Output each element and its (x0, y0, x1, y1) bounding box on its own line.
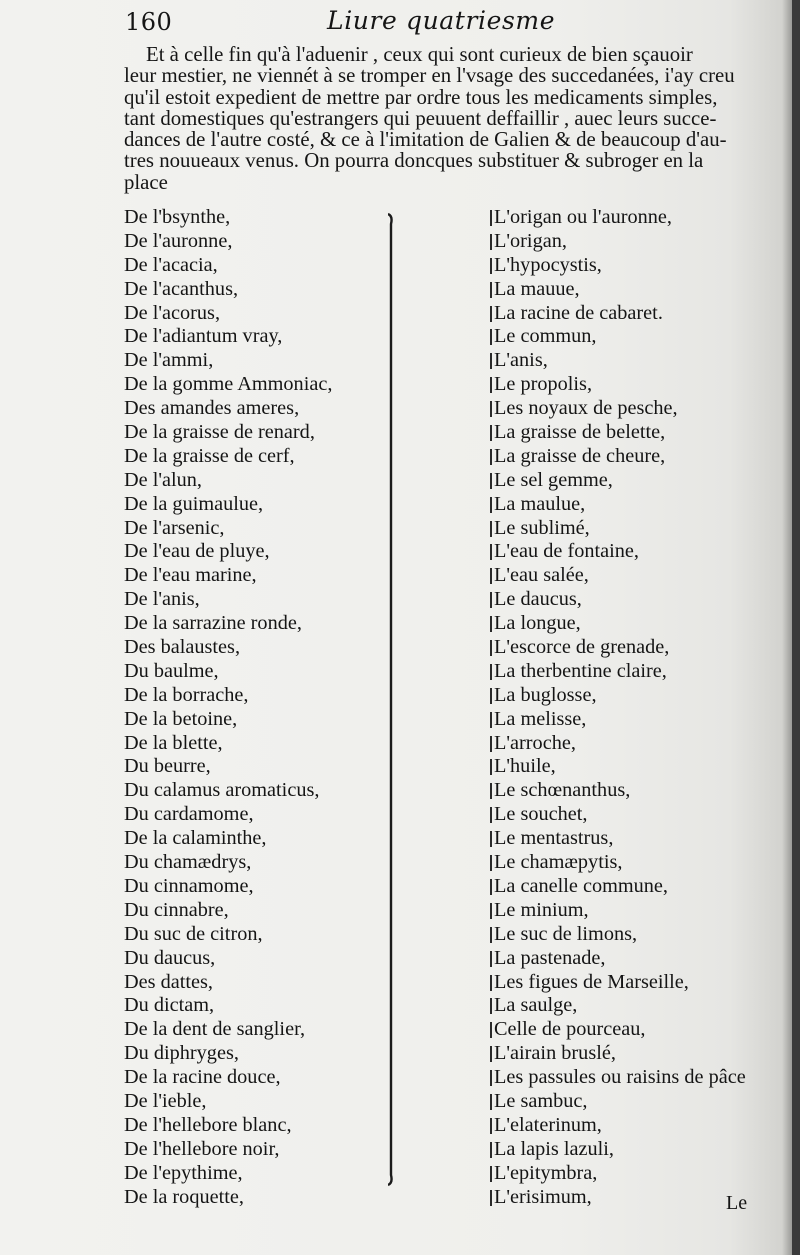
substitute-ingredient: Celle de pourceau, (494, 1018, 646, 1041)
page-number: 160 (125, 8, 173, 36)
table-row (124, 779, 764, 803)
row-bracket-tick (490, 712, 492, 728)
table-row (124, 923, 764, 947)
row-bracket-tick (490, 449, 492, 465)
substitute-ingredient: L'escorce de grenade, (494, 636, 670, 659)
original-ingredient: De la graisse de cerf, (124, 444, 295, 467)
original-ingredient: Du chamædrys, (124, 851, 252, 874)
row-bracket-tick (490, 329, 492, 345)
table-row (124, 1018, 764, 1042)
row-bracket-tick (490, 401, 492, 417)
table-row (124, 1042, 764, 1066)
row-bracket-tick (490, 903, 492, 919)
substitute-ingredient: Le chamæpytis, (494, 851, 623, 874)
original-ingredient: De l'bsynthe, (124, 206, 231, 228)
row-bracket-tick (490, 425, 492, 441)
row-bracket-tick (490, 998, 492, 1014)
original-ingredient: De l'epythime, (124, 1161, 243, 1184)
original-ingredient: De la dent de sanglier, (124, 1018, 306, 1041)
table-row (124, 732, 764, 756)
substitution-table (124, 206, 764, 1209)
row-bracket-tick (490, 234, 492, 250)
substitute-ingredient: Le mentastrus, (494, 827, 614, 850)
substitute-ingredient: La mauue, (494, 277, 580, 300)
table-row (124, 540, 764, 564)
original-ingredient: Du diphryges, (124, 1042, 239, 1065)
row-bracket-tick (490, 521, 492, 537)
original-ingredient: De l'ieble, (124, 1089, 207, 1112)
original-ingredient: De l'eau marine, (124, 564, 257, 587)
original-ingredient: De la calaminthe, (124, 827, 267, 850)
substitute-ingredient: Les passules ou raisins de pâce (494, 1066, 746, 1089)
substitute-ingredient: L'elaterinum, (494, 1113, 602, 1136)
row-bracket-tick (490, 736, 492, 752)
table-row (124, 994, 764, 1018)
table-row (124, 899, 764, 923)
substitute-ingredient: La longue, (494, 612, 581, 635)
table-row (124, 278, 764, 302)
intro-line: tres nouueaux venus. On pourra doncques substituer & subroger en la (124, 149, 704, 173)
row-bracket-tick (490, 879, 492, 895)
table-row (124, 517, 764, 541)
table-row (124, 636, 764, 660)
table-row (124, 875, 764, 899)
substitute-ingredient: L'huile, (494, 755, 556, 778)
table-row (124, 445, 764, 469)
row-bracket-tick (490, 759, 492, 775)
table-row (124, 469, 764, 493)
substitute-ingredient: Le propolis, (494, 373, 593, 396)
substitute-ingredient: Le sambuc, (494, 1089, 588, 1112)
table-row (124, 1090, 764, 1114)
row-bracket-tick (490, 664, 492, 680)
substitute-ingredient: L'erisimum, (494, 1185, 592, 1208)
table-row (124, 1186, 764, 1210)
row-bracket-tick (490, 1190, 492, 1206)
intro-line: Et à celle fin qu'à l'aduenir , ceux qui sont curieux de bien sçauoir (146, 43, 693, 66)
table-row (124, 1162, 764, 1186)
intro-line: place (124, 170, 168, 194)
original-ingredient: De la betoine, (124, 707, 238, 730)
substitute-ingredient: L'origan, (494, 229, 567, 252)
substitute-ingredient: Le suc de limons, (494, 922, 638, 945)
row-bracket-tick (490, 210, 492, 226)
row-bracket-tick (490, 282, 492, 298)
table-row (124, 851, 764, 875)
original-ingredient: De la gomme Ammoniac, (124, 373, 333, 396)
original-ingredient: De l'arsenic, (124, 516, 225, 539)
original-ingredient: De la racine douce, (124, 1066, 281, 1089)
intro-line: leur mestier, ne viennét à se tromper en l'vsage des succedanées, i'ay creu (124, 64, 735, 88)
original-ingredient: Du beurre, (124, 755, 211, 778)
substitute-ingredient: Le souchet, (494, 803, 588, 826)
table-row (124, 660, 764, 684)
table-row (124, 230, 764, 254)
original-ingredient: De la graisse de renard, (124, 421, 315, 444)
table-row (124, 421, 764, 445)
row-bracket-tick (490, 353, 492, 369)
substitute-ingredient: L'arroche, (494, 731, 576, 754)
page-header (125, 4, 765, 40)
row-bracket-tick (490, 831, 492, 847)
original-ingredient: Du cinnamome, (124, 874, 254, 897)
original-ingredient: De l'hellebore blanc, (124, 1113, 292, 1136)
table-row (124, 206, 764, 230)
intro-line: qu'il estoit expedient de mettre par ordre tous les medicaments simples, (124, 85, 718, 109)
original-ingredient: De l'auronne, (124, 229, 233, 252)
table-row (124, 349, 764, 373)
substitute-ingredient: Les noyaux de pesche, (494, 397, 678, 420)
substitute-ingredient: La graisse de cheure, (494, 444, 666, 467)
page-edge-shadow (782, 0, 792, 1255)
substitute-ingredient: L'airain bruslé, (494, 1042, 616, 1065)
row-bracket-tick (490, 544, 492, 560)
table-row (124, 827, 764, 851)
substitute-ingredient: La lapis lazuli, (494, 1137, 614, 1160)
original-ingredient: Du suc de citron, (124, 922, 263, 945)
table-row (124, 803, 764, 827)
substitute-ingredient: L'eau de fontaine, (494, 540, 639, 563)
table-row (124, 684, 764, 708)
row-bracket-tick (490, 568, 492, 584)
substitute-ingredient: Les figues de Marseille, (494, 970, 689, 993)
original-ingredient: De l'acorus, (124, 301, 221, 324)
row-bracket-tick (490, 258, 492, 274)
table-row (124, 612, 764, 636)
table-row (124, 302, 764, 326)
row-bracket-tick (490, 497, 492, 513)
substitute-ingredient: La graisse de belette, (494, 421, 666, 444)
table-row (124, 373, 764, 397)
substitute-ingredient: L'eau salée, (494, 564, 589, 587)
original-ingredient: Du cardamome, (124, 803, 254, 826)
substitute-ingredient: La therbentine claire, (494, 659, 667, 682)
row-bracket-tick (490, 473, 492, 489)
substitute-ingredient: La racine de cabaret. (494, 301, 663, 324)
row-bracket-tick (490, 783, 492, 799)
row-bracket-tick (490, 807, 492, 823)
substitute-ingredient: L'hypocystis, (494, 253, 602, 276)
original-ingredient: De l'alun, (124, 468, 202, 491)
table-row (124, 1066, 764, 1090)
row-bracket-tick (490, 688, 492, 704)
table-row (124, 971, 764, 995)
row-bracket-tick (490, 855, 492, 871)
original-ingredient: De la guimaulue, (124, 492, 264, 515)
row-bracket-tick (490, 1094, 492, 1110)
substitute-ingredient: Le minium, (494, 898, 589, 921)
original-ingredient: Du calamus aromaticus, (124, 779, 320, 802)
intro-line: tant domestiques qu'estrangers qui peuuent deffaillir , auec leurs succe- (124, 106, 717, 130)
substitute-ingredient: L'anis, (494, 349, 548, 372)
substitute-ingredient: L'epitymbra, (494, 1161, 598, 1184)
row-bracket-tick (490, 1142, 492, 1158)
row-bracket-tick (490, 1046, 492, 1062)
row-bracket-tick (490, 1022, 492, 1038)
running-title: Liure quatriesme (327, 6, 556, 35)
original-ingredient: De l'acanthus, (124, 277, 239, 300)
catchword: Le (726, 1192, 748, 1214)
original-ingredient: Des amandes ameres, (124, 397, 300, 420)
row-bracket-tick (490, 1118, 492, 1134)
original-ingredient: De la blette, (124, 731, 223, 754)
table-row (124, 325, 764, 349)
row-bracket-tick (490, 975, 492, 991)
substitute-ingredient: Le commun, (494, 325, 597, 348)
row-bracket-tick (490, 592, 492, 608)
row-bracket-tick (490, 640, 492, 656)
table-row (124, 397, 764, 421)
table-row (124, 254, 764, 278)
original-ingredient: De la roquette, (124, 1185, 244, 1208)
table-row (124, 755, 764, 779)
original-ingredient: De l'adiantum vray, (124, 325, 283, 348)
table-row (124, 588, 764, 612)
original-ingredient: Du daucus, (124, 946, 216, 969)
row-bracket-tick (490, 377, 492, 393)
original-ingredient: De l'anis, (124, 588, 200, 611)
substitute-ingredient: La maulue, (494, 492, 586, 515)
intro-line: dances de l'autre costé, & ce à l'imitation de Galien & de beaucoup d'au- (124, 128, 727, 152)
original-ingredient: Du baulme, (124, 659, 219, 682)
row-bracket-tick (490, 306, 492, 322)
original-ingredient: De la sarrazine ronde, (124, 612, 302, 635)
original-ingredient: De l'hellebore noir, (124, 1137, 280, 1160)
substitute-ingredient: La melisse, (494, 707, 587, 730)
table-row (124, 564, 764, 588)
original-ingredient: Des balaustes, (124, 636, 241, 659)
table-row (124, 1114, 764, 1138)
original-ingredient: De l'acacia, (124, 253, 218, 276)
substitute-ingredient: La buglosse, (494, 683, 597, 706)
table-row (124, 708, 764, 732)
original-ingredient: Des dattes, (124, 970, 213, 993)
table-row (124, 947, 764, 971)
original-ingredient: Du dictam, (124, 994, 215, 1017)
substitute-ingredient: La saulge, (494, 994, 578, 1017)
original-ingredient: De l'eau de pluye, (124, 540, 270, 563)
original-ingredient: De la borrache, (124, 683, 249, 706)
row-bracket-tick (490, 951, 492, 967)
original-ingredient: Du cinnabre, (124, 898, 229, 921)
substitute-ingredient: Le schœnanthus, (494, 779, 631, 802)
row-bracket-tick (490, 927, 492, 943)
table-row (124, 1138, 764, 1162)
original-ingredient: De l'ammi, (124, 349, 214, 372)
substitute-ingredient: La pastenade, (494, 946, 606, 969)
table-row (124, 493, 764, 517)
row-bracket-tick (490, 616, 492, 632)
substitute-ingredient: Le daucus, (494, 588, 582, 611)
substitute-ingredient: Le sublimé, (494, 516, 590, 539)
substitute-ingredient: Le sel gemme, (494, 468, 613, 491)
substitute-ingredient: L'origan ou l'auronne, (494, 206, 672, 228)
row-bracket-tick (490, 1070, 492, 1086)
substitute-ingredient: La canelle commune, (494, 874, 668, 897)
intro-paragraph (124, 44, 754, 193)
row-bracket-tick (490, 1166, 492, 1182)
